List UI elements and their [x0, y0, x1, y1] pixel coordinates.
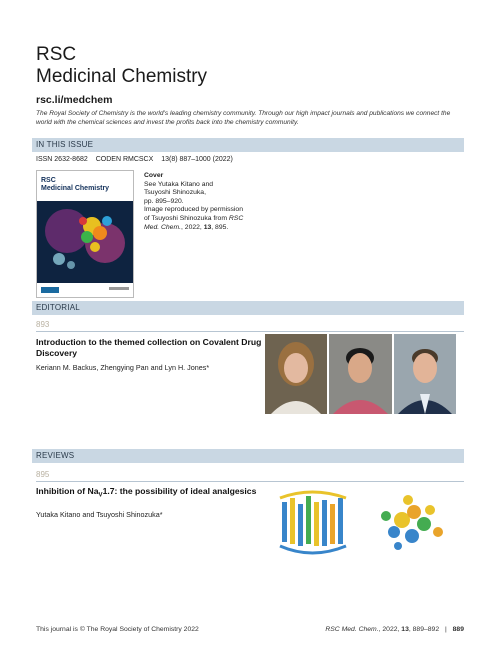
reviews-authors: Yutaka Kitano and Tsuyoshi Shinozuka* — [36, 510, 163, 519]
editorial-authors: Keriann M. Backus, Zhengying Pan and Lyn H. Jones* — [36, 363, 210, 372]
footer-copyright: This journal is © The Royal Society of Chemistry 2022 — [36, 626, 199, 633]
title-part1: Inhibition of Na — [36, 486, 99, 496]
section-bar-editorial — [32, 301, 464, 315]
cover-line6-journal: Med. Chem. — [144, 223, 182, 231]
cover-caption — [144, 172, 284, 232]
cover-line6 — [144, 224, 284, 233]
section-heading: EDITORIAL — [36, 303, 80, 312]
cover-journal-title — [41, 177, 109, 193]
issue-info: 13(8) 887–1000 (2022) — [161, 156, 233, 163]
title-part2: 1.7: the possibility of ideal analgesics — [102, 486, 257, 496]
cover-title-line1: RSC — [41, 177, 56, 184]
footer-citation — [300, 626, 464, 633]
footer-page-number: 889 — [452, 626, 464, 633]
journal-title-line2: Medicinal Chemistry — [36, 66, 208, 87]
issn: ISSN 2632-8682 — [36, 156, 88, 163]
protein-structure-figure-icon — [262, 480, 462, 570]
title-subscript: V — [98, 492, 103, 499]
footer-volume: 13 — [401, 626, 409, 633]
section-bar-in-this-issue — [32, 138, 464, 152]
reviews-page-number: 895 — [36, 470, 50, 479]
cover-line5 — [144, 215, 284, 224]
editorial-article-title[interactable]: Introduction to the themed collection on Covalent Drug Discovery — [36, 337, 262, 358]
footer-separator: | — [445, 626, 447, 633]
cover-label: Cover — [144, 172, 164, 179]
cover-line5-prefix: of Tsuyoshi Shinozuka from — [144, 214, 227, 222]
author-photos — [265, 334, 456, 414]
cover-line4: Image reproduced by permission — [144, 206, 243, 214]
journal-title-line1: RSC — [36, 44, 77, 65]
coden: CODEN RMCSCX — [95, 156, 154, 163]
journal-url[interactable]: rsc.li/medchem — [36, 94, 113, 106]
journal-tagline: The Royal Society of Chemistry is the world’s leading chemistry community. Through our high impact journals and publications we connect the world with the chemical sciences and invest the profits back into the chemistry community. — [36, 110, 451, 126]
divider — [36, 331, 464, 332]
editorial-page-number: 893 — [36, 320, 50, 329]
cover-title-line2: Medicinal Chemistry — [41, 185, 110, 192]
reviews-article-title[interactable] — [36, 486, 266, 501]
journal-title — [36, 44, 207, 88]
cover-line6-end: , 895. — [211, 223, 229, 231]
person-photo-icon — [394, 334, 456, 414]
person-photo-icon — [265, 334, 327, 414]
section-heading: REVIEWS — [36, 451, 75, 460]
cover-line5-journal: RSC — [228, 214, 244, 222]
footer-journal: RSC Med. Chem. — [325, 626, 379, 633]
author-photo — [329, 334, 391, 414]
author-photo — [265, 334, 327, 414]
section-heading: IN THIS ISSUE — [36, 140, 94, 149]
footer-pages: , 889–892 — [408, 626, 440, 633]
section-bar-reviews — [32, 449, 464, 463]
cover-image[interactable] — [36, 170, 134, 298]
author-photo — [394, 334, 456, 414]
issn-line — [36, 156, 233, 163]
person-photo-icon — [329, 334, 391, 414]
footer-rest: , 2022, — [378, 626, 400, 633]
cover-line3: pp. 895–920. — [144, 197, 184, 205]
cover-line2: Tsuyoshi Shinozuka, — [144, 189, 206, 197]
cover-line1: See Yutaka Kitano and — [144, 180, 214, 188]
cover-line6-rest: , 2022, — [181, 223, 202, 231]
cover-line6-vol: 13 — [203, 223, 212, 231]
